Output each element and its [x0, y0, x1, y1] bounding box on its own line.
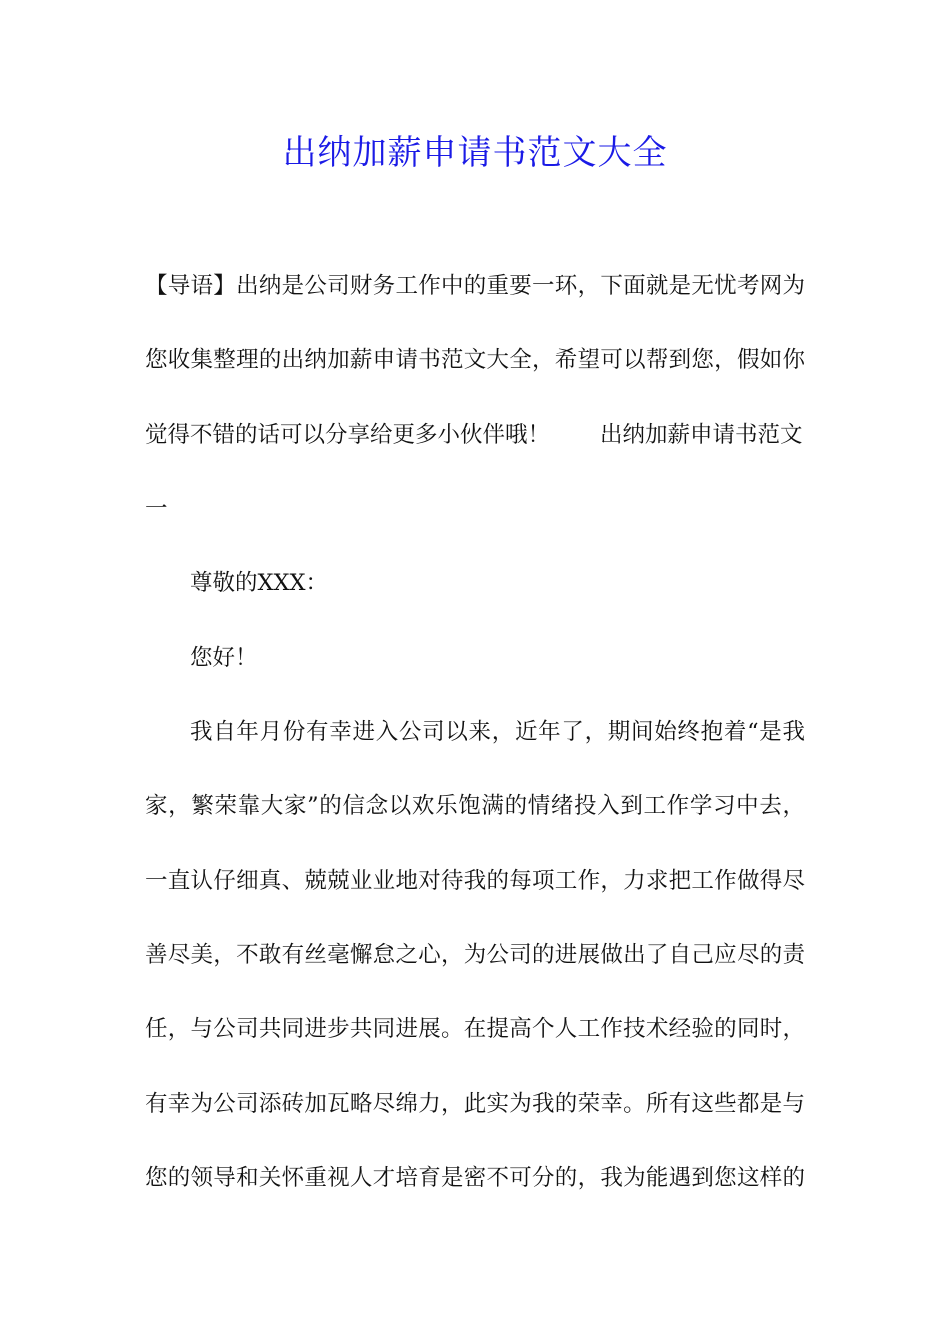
salutation: 尊敬的XXX： — [190, 570, 329, 596]
body-line-5: 任，与公司共同进步共同进展。在提高个人工作技术经验的同时， — [145, 1016, 805, 1042]
body-line-2: 家，繁荣靠大家”的信念以欢乐饱满的情绪投入到工作学习中去， — [145, 793, 805, 819]
body-line-4: 善尽美，不敢有丝毫懈怠之心，为公司的进展做出了自己应尽的责 — [145, 942, 805, 968]
body-line-7: 您的领导和关怀重视人才培育是密不可分的，我为能遇到您这样的 — [145, 1165, 805, 1191]
sample-heading-continued: 一 — [145, 496, 168, 522]
body-line-6: 有幸为公司添砖加瓦略尽绵力，此实为我的荣幸。所有这些都是与 — [145, 1091, 805, 1117]
intro-line-3-text: 觉得不错的话可以分享给更多小伙伴哦！ — [145, 422, 551, 448]
intro-line-2: 您收集整理的出纳加薪申请书范文大全，希望可以帮到您，假如你 — [145, 347, 805, 373]
intro-line-1: 【导语】出纳是公司财务工作中的重要一环，下面就是无忧考网为 — [145, 273, 805, 299]
sample-heading: 出纳加薪申请书范文 — [600, 422, 803, 448]
body-line-3: 一直认仔细真、兢兢业业地对待我的每项工作，力求把工作做得尽 — [145, 868, 805, 894]
intro-line-3 — [145, 419, 805, 451]
greeting: 您好！ — [190, 645, 258, 671]
body-line-1: 我自年月份有幸进入公司以来，近年了，期间始终抱着“是我 — [190, 719, 805, 745]
document-title: 出纳加薪申请书范文大全 — [282, 133, 668, 173]
